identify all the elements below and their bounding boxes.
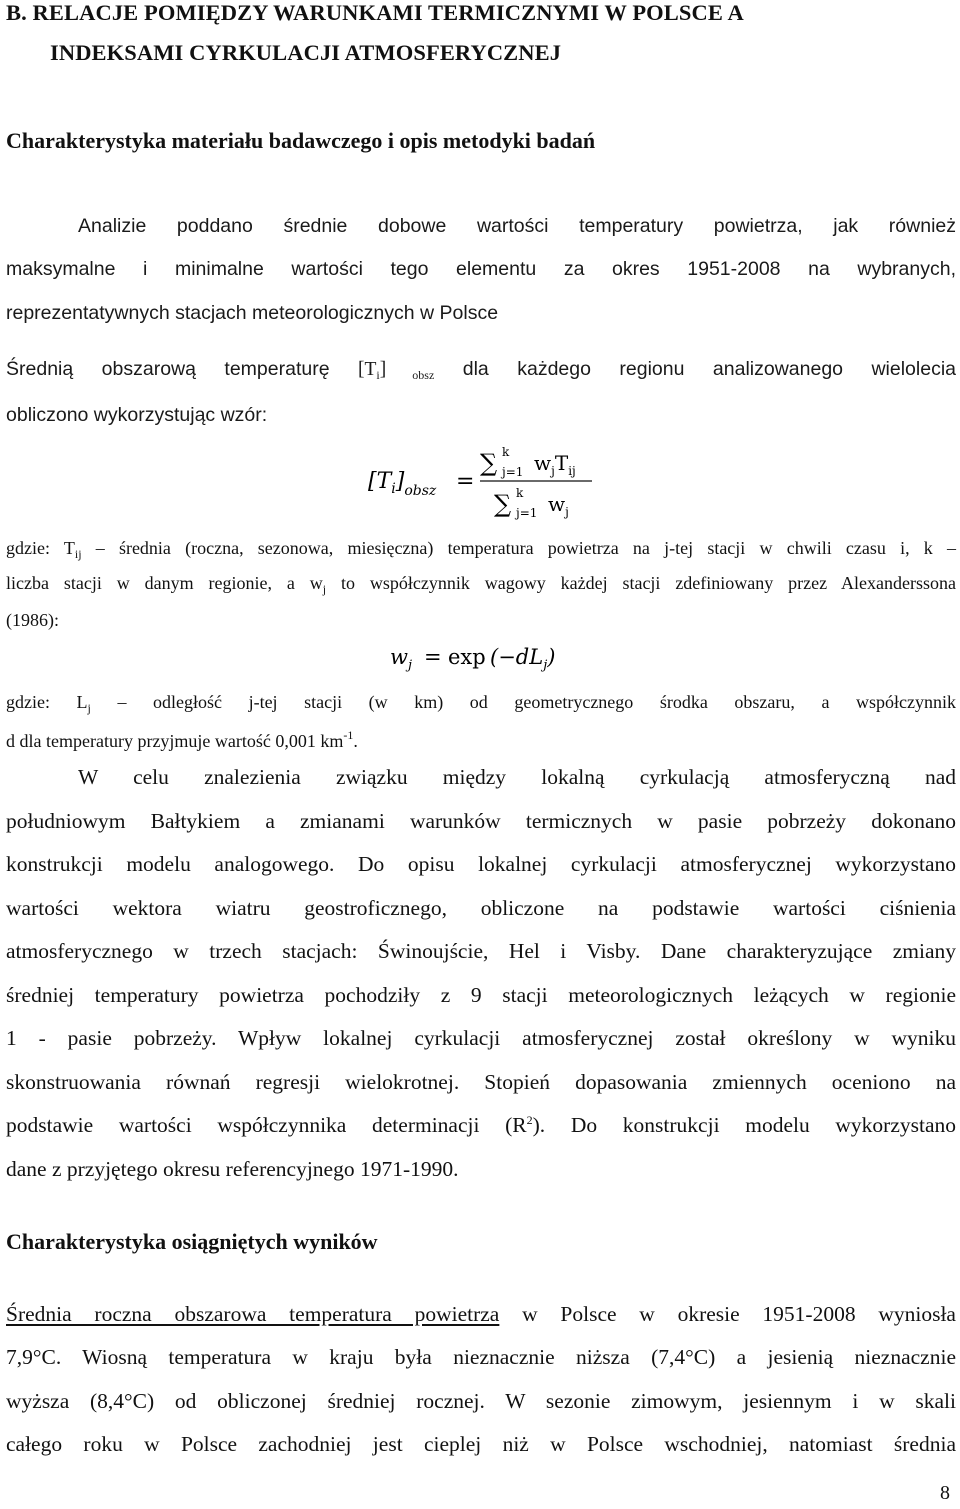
formula1-den-top: k: [516, 486, 524, 500]
mean-symbol-sub: i: [376, 368, 380, 382]
where1-l2-sub: j: [322, 582, 327, 596]
formula1-num-sum: ∑: [480, 449, 498, 477]
title-line-2: INDEKSAMI CYRKULACJI ATMOSFERYCZNEJ: [50, 40, 562, 65]
para2-line-5: atmosferycznego w trzech stacjach: Świnoujście, Hel i Visby. Dane charakteryzujące zmiany: [6, 939, 956, 963]
page-number: 8: [940, 1482, 950, 1504]
formula2-arg: $(-dL_j)$: [490, 645, 556, 673]
where1-sub: ij: [74, 547, 82, 561]
results-underlined: Średnia roczna obszarowa temperatura powietrza: [6, 1302, 500, 1326]
formula1-equals: =: [456, 469, 475, 494]
formula1-lhs: $[T_i]_{obsz}$: [368, 469, 437, 499]
where1-line-3: (1986):: [6, 610, 59, 630]
formula1-num-bot: j=1: [502, 465, 524, 479]
formula-mean-temperature: [360, 440, 610, 522]
mean-post: dla każdego regionu analizowanego wielolecia: [434, 358, 956, 380]
where1-l2-prefix: liczba stacji w danym regionie, a w: [6, 573, 323, 593]
formula1-num-top: k: [502, 445, 510, 459]
where2-line-1: [6, 692, 956, 716]
results-line-2: 7,9°C. Wiosną temperatura w kraju była nieznacznie niższa (7,4°C) a jesienią nieznacznie: [6, 1345, 956, 1369]
formula2-equals: =: [424, 645, 442, 669]
formula1-den-term: $w_j$: [548, 492, 569, 519]
mean-pre: Średnią obszarową temperaturę: [6, 358, 359, 380]
mean-symbol: [358, 359, 434, 380]
para2-line-9: [6, 1113, 956, 1138]
results-line-1: [6, 1302, 956, 1327]
title-line-1: B. RELACJE POMIĘDZY WARUNKAMI TERMICZNYMI W POLSCE A: [6, 0, 744, 25]
results-line-4: całego roku w Polsce zachodniej jest cieplej niż w Polsce wschodniej, natomiast średnia: [6, 1432, 956, 1456]
where1-prefix: gdzie: T: [6, 538, 75, 558]
formula-weight: [386, 640, 576, 676]
section-heading-methods: Charakterystyka materiału badawczego i opis metodyki badań: [6, 128, 596, 153]
where2-text: – odległość j-tej stacji (w km) od geometrycznego środka obszaru, a współczynnik: [90, 692, 956, 712]
para2-line-4: wartości wektora wiatru geostroficznego, obliczone na podstawie wartości ciśnienia: [6, 896, 956, 920]
where2-prefix: gdzie: L: [6, 692, 88, 712]
mean-temp-line-1: [6, 358, 956, 383]
mean-symbol-t: [T: [358, 359, 377, 380]
mean-symbol-obsz: obsz: [386, 368, 435, 382]
para2-line-10: dane z przyjętego okresu referencyjnego 1971-1990.: [6, 1157, 459, 1181]
intro-line-1: Analizie poddano średnie dobowe wartości temperatury powietrza, jak również: [78, 215, 956, 237]
intro-line-2: maksymalne i minimalne wartości tego elementu za okres 1951-2008 na wybranych,: [6, 258, 956, 280]
where2-sub: j: [87, 701, 91, 715]
results-l1-rest: w Polsce w okresie 1951-2008 wyniosła: [499, 1302, 956, 1326]
where2-l2-text: d dla temperatury przyjmuje wartość 0,001 km: [6, 731, 344, 751]
para2-line-6: średniej temperatury powietrza pochodziły z 9 stacji meteorologicznych leżących w regionie: [6, 983, 956, 1007]
results-line-3: wyższa (8,4°C) od obliczonej średniej rocznej. W sezonie zimowym, jesiennym i w skali: [6, 1389, 956, 1413]
where1-line-2: [6, 573, 956, 597]
para2-line-7: 1 - pasie pobrzeży. Wpływ lokalnej cyrkulacji atmosferycznej został określony w wyniku: [6, 1026, 956, 1050]
formula2-exp: exp: [448, 645, 486, 669]
formula2-w: $w_j$: [390, 645, 413, 673]
where1-text: – średnia (roczna, sezonowa, miesięczna) temperatura powietrza na j-tej stacji w chwili czasu i, k –: [81, 538, 956, 558]
formula1-num-term: $w_jT_{ij}$: [534, 451, 576, 478]
mean-temp-line-2: obliczono wykorzystując wzór:: [6, 404, 268, 426]
where2-period: .: [353, 731, 358, 751]
section-heading-results: Charakterystyka osiągniętych wyników: [6, 1229, 378, 1254]
para2-line-2: południowym Bałtykiem a zmianami warunków termicznych w pasie pobrzeży dokonano: [6, 809, 956, 833]
para2-line-1: W celu znalezienia związku między lokalną cyrkulacją atmosferyczną nad: [78, 765, 956, 789]
where1-l2-text: to współczynnik wagowy każdej stacji zdefiniowany przez Alexanderssona: [326, 573, 956, 593]
formula1-den-bot: j=1: [516, 506, 538, 520]
where2-sup: -1: [343, 728, 354, 742]
formula1-den-sum: ∑: [494, 490, 512, 518]
para2-line-8: skonstruowania równań regresji wielokrotnej. Stopień dopasowania zmiennych oceniono na: [6, 1070, 956, 1094]
intro-line-3: reprezentatywnych stacjach meteorologicznych w Polsce: [6, 302, 499, 324]
mean-symbol-close: ]: [379, 359, 387, 380]
para2-line-3: konstrukcji modelu analogowego. Do opisu lokalnej cyrkulacji atmosferycznej wykorzystano: [6, 852, 956, 876]
para2-l9-sup: 2: [526, 1113, 533, 1127]
para2-l9-rest: ). Do konstrukcji modelu wykorzystano: [532, 1113, 956, 1137]
where1-line-1: [6, 538, 956, 562]
where2-line-2: [6, 728, 358, 752]
para2-l9-text: podstawie wartości współczynnika determinacji (R: [6, 1113, 527, 1137]
